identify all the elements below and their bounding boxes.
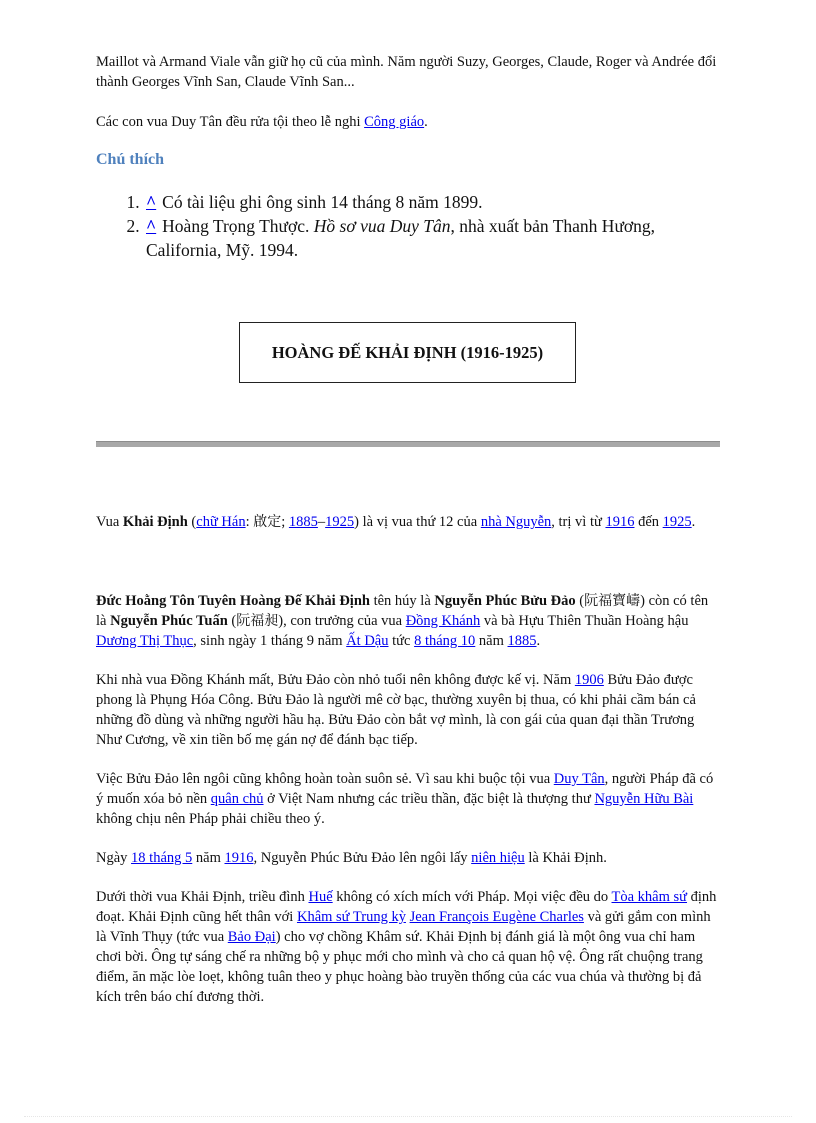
intro-paragraph: Vua Khải Định (chữ Hán: 啟定; 1885–1925) là vị vua thứ 12 của nhà Nguyễn, trị vì từ 1916 đến 1925. (96, 514, 696, 530)
note-item-2: 2. ^ Hoàng Trọng Thược. Hồ sơ vua Duy Tân, nhà xuất bản Thanh Hương, California, Mỹ. 1994. (144, 214, 720, 262)
paragraph-reign: Dưới thời vua Khải Định, triều đình Huế không có xích mích với Pháp. Mọi việc đều do Tòa khâm sứ định đoạt. Khải Định cũng hết thân với Khâm sứ Trung kỳ Jean François Eugène Charles và gửi gắm con mình là Vĩnh Thụy (tức vua Bảo Đại) cho vợ chồng Khâm sứ. Khải Định bị đánh giá là một ông vua chỉ ham chơi bời. Ông tự sáng chế ra những bộ y phục mới cho mình và cho cả quan hộ vệ. Ông rất chuộng trang điểm, ăn mặc lòe loẹt, không tuân theo y phục hoàng bào truyền thống của các vua chúa và thường bị đả kích trên báo chí đương thời. (96, 889, 717, 1005)
link-1906[interactable]: 1906 (574, 672, 604, 688)
note-backlink-1[interactable]: ^ (146, 192, 157, 212)
link-chu-han[interactable]: chữ Hán (196, 514, 246, 530)
notes-list (96, 190, 720, 262)
link-duong-thi-thuc[interactable]: Dương Thị Thục (96, 633, 194, 649)
link-bao-dai[interactable]: Bảo Đại (227, 929, 276, 945)
paragraph-baptism: Các con vua Duy Tân đều rửa tội theo lễ nghi Công giáo. (96, 114, 428, 130)
title-box (239, 322, 576, 383)
page-footer-divider (24, 1116, 792, 1117)
link-hue[interactable]: Huế (308, 889, 333, 905)
link-cong-giao[interactable]: Công giáo (364, 114, 425, 130)
horizontal-rule (96, 441, 720, 447)
link-toa-kham-su[interactable]: Tòa khâm sứ (611, 889, 688, 905)
article-body (96, 512, 720, 1026)
link-quan-chu[interactable]: quân chủ (210, 791, 264, 807)
link-jean-francois-eugene-charles[interactable]: Jean François Eugène Charles (409, 909, 584, 925)
link-duy-tan[interactable]: Duy Tân (553, 771, 605, 787)
link-1925[interactable]: 1925 (325, 514, 355, 530)
paragraph-coronation: Ngày 18 tháng 5 năm 1916, Nguyễn Phúc Bửu Đảo lên ngôi lấy niên hiệu là Khải Định. (96, 850, 607, 866)
link-1885-birth[interactable]: 1885 (507, 633, 537, 649)
link-18-thang-5[interactable]: 18 tháng 5 (131, 850, 193, 866)
paragraph-children-names: Maillot và Armand Viale vẫn giữ họ cũ của mình. Năm người Suzy, Georges, Claude, Roger và Andrée đổi thành Georges Vĩnh San, Claude Vĩnh San... (96, 54, 717, 90)
link-dong-khanh[interactable]: Đồng Khánh (405, 613, 481, 629)
bio-paragraph: Đức Hoằng Tôn Tuyên Hoàng Đế Khải Định tên húy là Nguyễn Phúc Bửu Đảo (阮福寶嶹) còn có tên là Nguyễn Phúc Tuấn (阮福昶), con trưởng của vua Đồng Khánh và bà Hựu Thiên Thuần Hoàng hậu Dương Thị Thục, sinh ngày 1 tháng 9 năm Ất Dậu tức 8 tháng 10 năm 1885. (96, 593, 709, 649)
link-1925-end[interactable]: 1925 (662, 514, 692, 530)
link-kham-su-trung-ky[interactable]: Khâm sứ Trung kỳ (296, 909, 406, 925)
link-nguyen-huu-bai[interactable]: Nguyễn Hữu Bài (594, 791, 694, 807)
link-1885[interactable]: 1885 (288, 514, 318, 530)
link-1916[interactable]: 1916 (605, 514, 635, 530)
note-item-1: 1. ^ Có tài liệu ghi ông sinh 14 tháng 8 năm 1899. (144, 190, 720, 214)
top-section (96, 52, 720, 262)
notes-heading: Chú thích (96, 151, 165, 168)
link-nha-nguyen[interactable]: nhà Nguyễn (480, 514, 552, 530)
link-8-thang-10[interactable]: 8 tháng 10 (414, 633, 476, 649)
link-at-dau[interactable]: Ất Dậu (346, 633, 389, 649)
note-backlink-2[interactable]: ^ (146, 216, 157, 236)
chapter-title: HOÀNG ĐẾ KHẢI ĐỊNH (1916-1925) (271, 342, 544, 362)
paragraph-succession: Việc Bửu Đảo lên ngôi cũng không hoàn toàn suôn sẻ. Vì sau khi buộc tội vua Duy Tân, người Pháp đã có ý muốn xóa bỏ nền quân chủ ở Việt Nam nhưng các triều thần, đặc biệt là thượng thư Nguyễn Hữu Bài không chịu nên Pháp phải chiều theo ý. (96, 771, 714, 827)
link-1916-coronation[interactable]: 1916 (224, 850, 254, 866)
paragraph-early-life: Khi nhà vua Đồng Khánh mất, Bửu Đảo còn nhỏ tuổi nên không được kế vị. Năm 1906 Bửu Đảo được phong là Phụng Hóa Công. Bửu Đảo là người mê cờ bạc, thường xuyên bị thua, có khi phải cầm bán cả những đồ dùng và những người hầu hạ. Bửu Đảo còn bắt vợ mình, là con gái của quan đại thần Trương Như Cương, về xin tiền bố mẹ gán nợ để đánh bạc tiếp. (96, 672, 696, 748)
han-characters: 啟定 (253, 514, 282, 530)
link-nien-hieu[interactable]: niên hiệu (471, 850, 525, 866)
